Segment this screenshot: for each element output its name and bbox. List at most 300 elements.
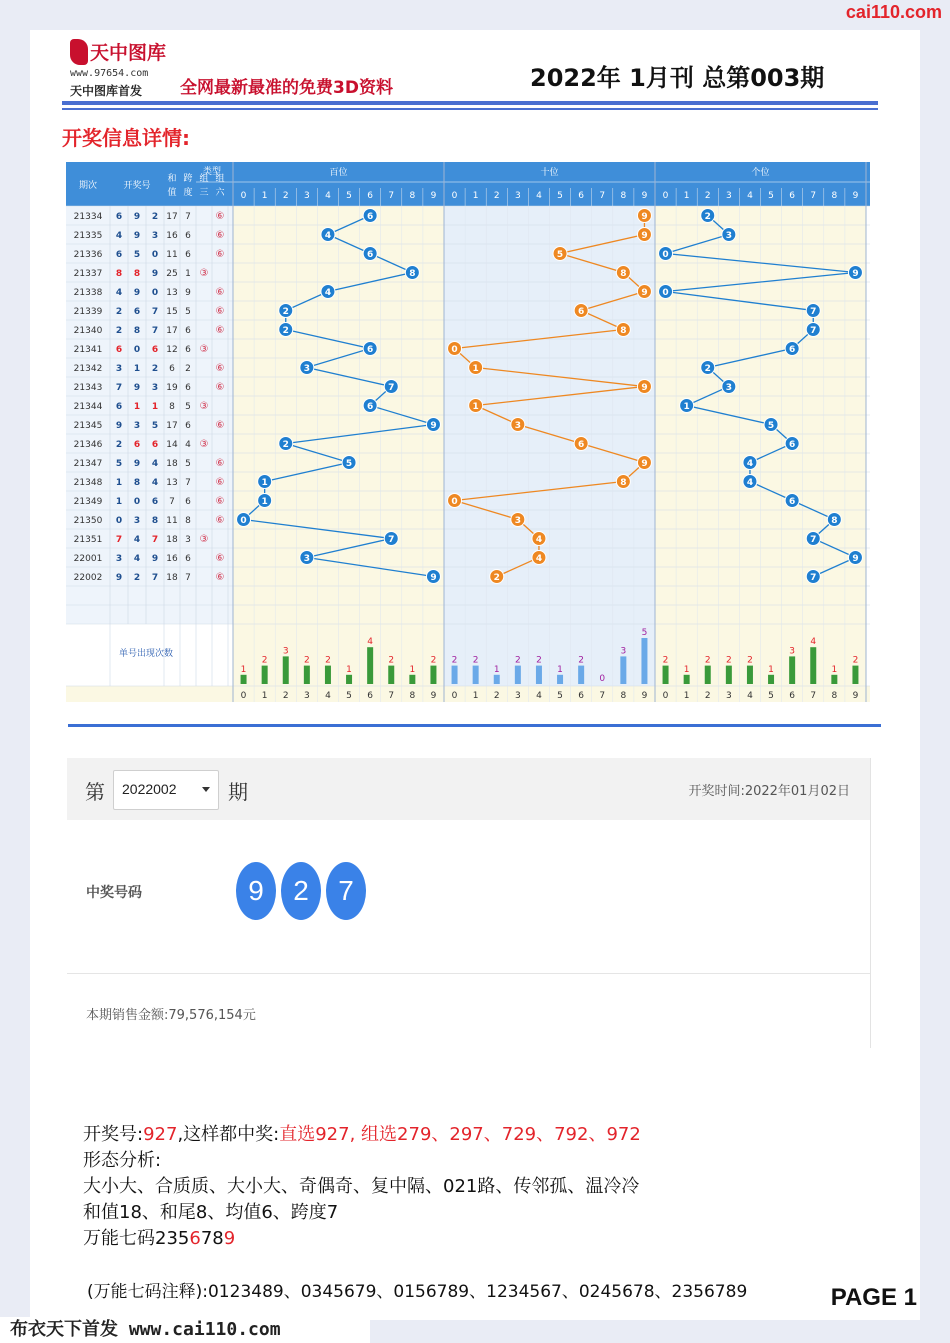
panel-divider	[67, 973, 870, 974]
number-cell: 7	[151, 326, 159, 336]
type-cell: ⑥	[215, 458, 225, 469]
span-cell: 6	[185, 231, 191, 241]
trend-ball-label: 0	[451, 345, 458, 355]
span-cell: 6	[185, 421, 191, 431]
header-digit: 3	[725, 191, 732, 201]
count-bar	[641, 638, 647, 684]
period-cell: 21347	[73, 459, 103, 469]
trend-ball-label: 2	[282, 440, 289, 450]
trend-ball-label: 4	[324, 231, 332, 241]
header-group3: 三	[199, 188, 209, 198]
number-cell: 1	[133, 402, 141, 412]
count-axis-label: 3	[514, 691, 521, 701]
header-digit: 9	[641, 191, 648, 201]
trend-chart	[66, 162, 870, 702]
count-axis-label: 1	[472, 691, 479, 701]
sum-cell: 18	[166, 535, 178, 545]
header-sum: 和	[167, 174, 177, 184]
count-axis-label: 4	[325, 691, 331, 701]
header-digit: 0	[662, 191, 669, 201]
count-axis-label: 7	[810, 691, 817, 701]
header-digit: 8	[409, 191, 416, 201]
header-period: 期次	[78, 181, 98, 191]
trend-ball-label: 7	[810, 573, 817, 583]
number-cell: 6	[115, 402, 123, 412]
header-digit: 5	[346, 191, 352, 201]
analysis-line-4: 和值18、和尾8、均值6、跨度7	[83, 1202, 339, 1223]
count-axis-label: 0	[662, 691, 669, 701]
type-cell: ③	[199, 401, 209, 412]
count-value: 1	[493, 664, 500, 675]
issue-select-value: 2022002	[122, 781, 177, 797]
trend-ball-label: 6	[578, 440, 585, 450]
header-digit: 9	[430, 191, 437, 201]
header-section-title: 十位	[540, 168, 559, 178]
span-cell: 6	[185, 326, 191, 336]
type-cell: ⑥	[215, 211, 225, 222]
page-number: PAGE 1	[830, 1284, 917, 1311]
count-axis-label: 0	[240, 691, 247, 701]
trend-ball-label: 8	[620, 478, 627, 488]
count-bar	[684, 675, 690, 684]
count-bar	[810, 647, 816, 684]
period-cell: 21350	[73, 516, 103, 526]
count-bar	[768, 675, 774, 684]
count-value: 0	[599, 674, 606, 684]
header-digit: 0	[240, 191, 247, 201]
header-digit: 3	[303, 191, 310, 201]
seven-code-label: 万能七码	[83, 1228, 155, 1249]
type-cell: ⑥	[215, 496, 225, 507]
count-bar	[789, 656, 795, 684]
number-cell: 8	[133, 269, 141, 279]
count-value: 2	[451, 655, 458, 666]
trend-ball-label: 2	[704, 212, 711, 222]
trend-ball-label: 3	[514, 421, 521, 431]
period-cell: 21343	[73, 383, 103, 393]
sum-cell: 17	[166, 326, 178, 336]
count-value: 2	[852, 655, 859, 666]
span-cell: 7	[185, 573, 191, 583]
number-cell: 3	[115, 554, 123, 564]
header-divider	[62, 101, 878, 105]
sum-cell: 13	[166, 288, 178, 298]
period-cell: 21349	[73, 497, 103, 507]
header-digit: 4	[536, 191, 542, 201]
span-cell: 6	[185, 383, 191, 393]
count-bar	[515, 666, 521, 684]
count-axis-label: 8	[831, 691, 838, 701]
count-axis-label: 1	[683, 691, 690, 701]
header-group3: 组	[199, 174, 209, 184]
count-bar	[430, 666, 436, 684]
count-axis-label: 9	[641, 691, 648, 701]
count-value: 3	[620, 646, 627, 657]
header-digit: 9	[852, 191, 859, 201]
header-digit: 2	[704, 191, 711, 201]
type-cell: ⑥	[215, 287, 225, 298]
count-bar	[241, 675, 247, 684]
count-bar	[705, 666, 711, 684]
type-cell: ⑥	[215, 553, 225, 564]
number-cell: 9	[115, 573, 123, 583]
number-cell: 9	[133, 212, 141, 222]
header-sum: 值	[167, 188, 177, 198]
span-cell: 8	[185, 516, 191, 526]
count-axis-label: 4	[536, 691, 542, 701]
sum-cell: 7	[169, 497, 175, 507]
page	[30, 30, 920, 1320]
trend-ball-label: 7	[388, 383, 395, 393]
counts-label: 单号出现次数	[118, 649, 174, 659]
number-cell: 5	[115, 459, 123, 469]
section-title: 开奖信息详情:	[62, 126, 190, 150]
number-cell: 2	[115, 440, 123, 450]
sum-cell: 16	[166, 554, 178, 564]
sum-cell: 14	[166, 440, 178, 450]
header-divider-thin	[62, 108, 878, 110]
period-cell: 21351	[73, 535, 103, 545]
number-cell: 1	[115, 497, 123, 507]
count-axis-label: 6	[789, 691, 796, 701]
count-value: 2	[303, 655, 310, 666]
sales-amount: 本期销售金额:79,576,154元	[86, 1008, 256, 1023]
number-cell: 6	[115, 250, 123, 260]
sum-cell: 16	[166, 231, 178, 241]
count-bar	[578, 666, 584, 684]
analysis-block	[83, 1122, 641, 1252]
header-group6: 组	[215, 174, 225, 184]
trend-ball-label: 7	[810, 535, 817, 545]
header-digit: 6	[367, 191, 374, 201]
type-cell: ⑥	[215, 477, 225, 488]
site-tag: cai110.com	[845, 2, 942, 22]
period-cell: 21336	[73, 250, 103, 260]
logo-name: 天中图库	[90, 42, 167, 64]
span-cell: 5	[185, 402, 191, 412]
trend-ball-label: 6	[367, 250, 374, 260]
count-axis-label: 8	[409, 691, 416, 701]
sum-cell: 25	[166, 269, 178, 279]
trend-ball-label: 2	[493, 573, 500, 583]
seven-code-part: 78	[200, 1228, 224, 1249]
trend-ball-label: 9	[641, 459, 648, 469]
trend-ball-label: 9	[852, 269, 859, 279]
analysis-line-2: 形态分析:	[83, 1150, 162, 1171]
period-cell: 22001	[73, 554, 103, 564]
count-bar	[852, 666, 858, 684]
trend-ball-label: 9	[852, 554, 859, 564]
count-value: 2	[662, 655, 669, 666]
winning-ball: 2	[281, 862, 321, 920]
count-value: 2	[704, 655, 711, 666]
number-cell: 4	[133, 535, 141, 545]
span-cell: 7	[185, 212, 191, 222]
seven-code-note: (万能七码注释):0123489、0345679、0156789、1234567、0245678、2356789	[87, 1282, 748, 1302]
count-axis-label: 7	[388, 691, 395, 701]
number-cell: 2	[115, 307, 123, 317]
count-axis-label: 0	[451, 691, 458, 701]
sum-cell: 8	[169, 402, 175, 412]
number-cell: 6	[115, 345, 123, 355]
winning-number-label: 中奖号码	[86, 885, 142, 901]
trend-ball-label: 0	[240, 516, 247, 526]
count-value: 1	[557, 664, 563, 675]
sum-cell: 11	[166, 250, 178, 260]
trend-ball-label: 6	[367, 345, 374, 355]
number-cell: 0	[133, 497, 141, 507]
type-cell: ③	[199, 439, 209, 450]
draw-number-label: 开奖号:	[83, 1124, 144, 1145]
trend-ball-label: 4	[535, 554, 543, 564]
type-cell: ⑥	[215, 420, 225, 431]
header-span: 度	[183, 188, 193, 198]
count-bar	[283, 656, 289, 684]
count-value: 3	[789, 646, 796, 657]
number-cell: 4	[133, 554, 141, 564]
chevron-down-icon	[202, 787, 210, 792]
span-cell: 2	[185, 364, 191, 374]
count-value: 2	[747, 655, 753, 666]
number-cell: 0	[151, 250, 159, 260]
count-bar	[262, 666, 268, 684]
number-cell: 3	[151, 231, 159, 241]
count-value: 1	[346, 664, 352, 675]
trend-ball-label: 9	[430, 573, 437, 583]
count-axis-label: 4	[747, 691, 753, 701]
number-cell: 2	[115, 326, 123, 336]
type-cell: ⑥	[215, 363, 225, 374]
trend-ball-label: 2	[282, 326, 289, 336]
trend-ball-label: 6	[367, 212, 374, 222]
count-axis-label: 6	[367, 691, 374, 701]
trend-ball-label: 3	[514, 516, 521, 526]
number-cell: 8	[115, 269, 123, 279]
sum-cell: 11	[166, 516, 178, 526]
trend-ball-label: 2	[282, 307, 289, 317]
period-cell: 21346	[73, 440, 103, 450]
count-value: 2	[536, 655, 542, 666]
header-digit: 7	[810, 191, 817, 201]
type-cell: ⑥	[215, 230, 225, 241]
sum-cell: 15	[166, 307, 178, 317]
section-divider	[68, 724, 881, 727]
draw-number: 927	[143, 1124, 178, 1145]
sum-cell: 6	[169, 364, 175, 374]
count-bar	[536, 666, 542, 684]
count-bar	[831, 675, 837, 684]
header-digit: 5	[768, 191, 774, 201]
header-digit: 8	[620, 191, 627, 201]
count-axis-label: 2	[282, 691, 289, 701]
count-axis-label: 2	[704, 691, 711, 701]
number-cell: 3	[133, 421, 141, 431]
number-cell: 8	[151, 516, 159, 526]
number-cell: 9	[133, 231, 141, 241]
count-value: 2	[514, 655, 521, 666]
logo	[70, 38, 167, 98]
logo-url: www.97654.com	[70, 68, 149, 79]
number-cell: 7	[151, 535, 159, 545]
number-cell: 2	[151, 212, 159, 222]
sum-cell: 17	[166, 212, 178, 222]
span-cell: 6	[185, 345, 191, 355]
seven-code-hit: 6	[189, 1228, 201, 1249]
period-cell: 21338	[73, 288, 103, 298]
header-digit: 8	[831, 191, 838, 201]
trend-ball-label: 0	[451, 497, 458, 507]
period-cell: 21348	[73, 478, 103, 488]
count-bar	[473, 666, 479, 684]
trend-ball-label: 5	[345, 459, 353, 469]
header-digit: 4	[747, 191, 753, 201]
number-cell: 4	[151, 478, 159, 488]
trend-ball-label: 8	[831, 516, 838, 526]
span-cell: 9	[185, 288, 191, 298]
number-cell: 0	[133, 345, 141, 355]
logo-slogan: 天中图库首发	[70, 84, 143, 98]
header-digit: 2	[282, 191, 289, 201]
header-digit: 6	[789, 191, 796, 201]
trend-ball-label: 8	[620, 326, 627, 336]
trend-ball-label: 4	[535, 535, 543, 545]
number-cell: 0	[115, 516, 123, 526]
span-cell: 6	[185, 250, 191, 260]
winning-note: ,这样都中奖:	[177, 1124, 280, 1145]
count-value: 2	[578, 655, 585, 666]
number-cell: 3	[133, 516, 141, 526]
analysis-line-3: 大小大、合质质、大小大、奇偶奇、复中隔、021路、传邻孤、温冷冷	[83, 1176, 640, 1197]
count-bar	[452, 666, 458, 684]
period-cell: 21334	[73, 212, 103, 222]
count-bar	[367, 647, 373, 684]
trend-ball-label: 7	[388, 535, 395, 545]
span-cell: 6	[185, 497, 191, 507]
number-cell: 9	[151, 554, 159, 564]
trend-ball-label: 9	[641, 288, 648, 298]
logo-mark-icon	[70, 39, 88, 65]
number-cell: 9	[151, 269, 159, 279]
count-bar	[663, 666, 669, 684]
trend-ball-label: 9	[641, 231, 648, 241]
number-cell: 1	[115, 478, 123, 488]
type-cell: ⑥	[215, 249, 225, 260]
number-cell: 6	[133, 307, 141, 317]
trend-ball-label: 1	[683, 402, 690, 412]
trend-ball-label: 5	[556, 250, 564, 260]
period-cell: 21339	[73, 307, 103, 317]
period-cell: 21340	[73, 326, 103, 336]
count-value: 1	[240, 664, 247, 675]
number-cell: 9	[115, 421, 123, 431]
trend-ball-label: 6	[367, 402, 374, 412]
number-cell: 3	[115, 364, 123, 374]
header-number: 开奖号	[123, 181, 151, 191]
period-cell: 21341	[73, 345, 103, 355]
count-value: 2	[472, 655, 479, 666]
trend-ball-label: 4	[746, 478, 754, 488]
winning-ball: 9	[236, 862, 276, 920]
type-cell: ③	[199, 344, 209, 355]
header-digit: 3	[514, 191, 521, 201]
trend-ball-label: 7	[810, 326, 817, 336]
sum-cell: 17	[166, 421, 178, 431]
count-axis-label: 1	[261, 691, 268, 701]
count-value: 5	[641, 628, 648, 638]
trend-ball-label: 5	[767, 421, 775, 431]
number-cell: 9	[133, 288, 141, 298]
type-cell: ⑥	[215, 382, 225, 393]
number-cell: 2	[133, 573, 141, 583]
count-bar	[494, 675, 500, 684]
count-value: 1	[831, 664, 838, 675]
count-axis-label: 3	[725, 691, 732, 701]
winning-combos: 直选927, 组选279、297、729、792、972	[279, 1124, 641, 1145]
issue-select[interactable]	[113, 770, 219, 810]
header-type: 类型	[202, 167, 222, 177]
header-digit: 7	[599, 191, 606, 201]
count-value: 2	[261, 655, 268, 666]
count-axis-label: 5	[768, 691, 774, 701]
count-bar	[620, 656, 626, 684]
period-cell: 22002	[73, 573, 103, 583]
number-cell: 8	[133, 326, 141, 336]
number-cell: 6	[115, 212, 123, 222]
issue-title: 2022年 1月刊 总第003期	[530, 64, 825, 92]
header-digit: 0	[451, 191, 458, 201]
number-cell: 7	[151, 573, 159, 583]
trend-ball-label: 7	[810, 307, 817, 317]
number-cell: 1	[151, 402, 159, 412]
header-digit: 2	[493, 191, 500, 201]
count-value: 3	[282, 646, 289, 657]
draw-result-panel	[67, 758, 871, 1048]
number-cell: 5	[133, 250, 141, 260]
count-axis-label: 7	[599, 691, 606, 701]
header-span: 跨	[183, 174, 193, 184]
header-digit: 1	[261, 191, 268, 201]
header-group6: 六	[215, 188, 225, 198]
period-cell: 21344	[73, 402, 103, 412]
span-cell: 6	[185, 554, 191, 564]
header-digit: 1	[683, 191, 690, 201]
trend-ball-label: 6	[789, 345, 796, 355]
number-cell: 7	[151, 307, 159, 317]
count-axis-label: 9	[852, 691, 859, 701]
span-cell: 5	[185, 307, 191, 317]
count-value: 2	[430, 655, 437, 666]
trend-ball-label: 3	[303, 554, 310, 564]
type-cell: ③	[199, 268, 209, 279]
trend-ball-label: 3	[303, 364, 310, 374]
number-cell: 6	[151, 497, 159, 507]
count-value: 1	[768, 664, 774, 675]
trend-ball-label: 2	[704, 364, 711, 374]
trend-ball-label: 8	[620, 269, 627, 279]
header-digit: 5	[557, 191, 563, 201]
header-section-title: 百位	[329, 168, 348, 178]
trend-ball-label: 8	[409, 269, 416, 279]
count-bar	[388, 666, 394, 684]
count-bar	[346, 675, 352, 684]
issue-suffix: 期	[228, 780, 248, 804]
seven-code-hit: 9	[223, 1228, 236, 1249]
count-axis-label: 9	[430, 691, 437, 701]
count-axis-label: 2	[493, 691, 500, 701]
trend-ball-label: 1	[472, 364, 479, 374]
type-cell: ③	[199, 534, 209, 545]
period-cell: 21342	[73, 364, 103, 374]
